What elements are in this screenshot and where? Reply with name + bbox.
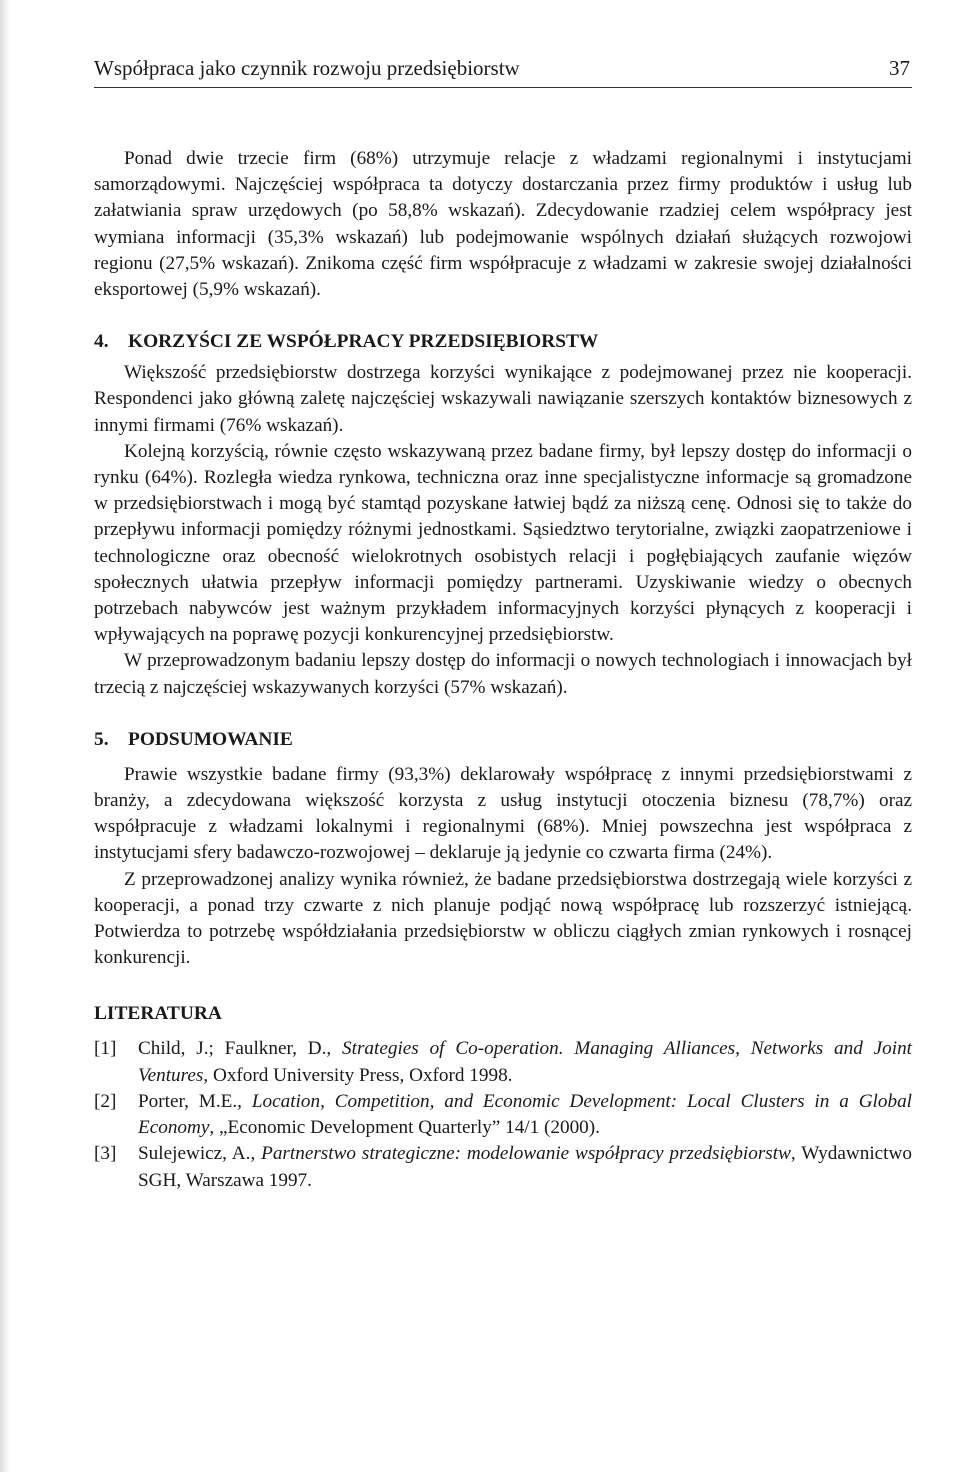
reference-number: [1]: [94, 1038, 117, 1060]
reference-text: [138, 1036, 912, 1088]
section-4-number: 4.: [94, 331, 109, 353]
reference-authors: Sulejewicz, A.,: [138, 1143, 262, 1165]
reference-title: Partnerstwo strategiczne: modelowanie współpracy przedsiębiorstw: [261, 1143, 791, 1165]
section-4-paragraph-1: Większość przedsiębiorstw dostrzega korzyści wynikające z podejmowanej przez nie kooperacji. Respondenci jako główną zaletę najczęściej wskazywali nawiązanie szerszych kontaktów biznesowych z innymi firmami (76% wskazań).: [94, 362, 912, 436]
section-4-paragraph-3: W przeprowadzonym badaniu lepszy dostęp do informacji o nowych technologiach i innowacjach był trzecią z najczęściej wskazywanych korzyści (57% wskazań).: [94, 650, 912, 698]
section-4-paragraph-2: Kolejną korzyścią, równie często wskazywaną przez badane firmy, był lepszy dostęp do informacji o rynku (64%). Rozległa wiedza rynkowa, techniczna oraz inne specjalistyczne informacje są gromadzone w przedsiębiorstwach i mogą być stamtąd pozyskane łatwiej bądź za niższą cenę. Odnosi się to także do przepływu informacji pomiędzy różnymi jednostkami. Sąsiedztwo terytorialne, związki zaopatrzeniowe i technologiczne oraz obecność wielokrotnych osobistych relacji i pogłębiających zaufanie więzów społecznych ułatwia przepływ informacji pomiędzy partnerami. Uzyskiwanie wiedzy o obecnych potrzebach nabywców jest ważnym przykładem informacyjnych korzyści płynących z kooperacji i wpływających na poprawę pozycji konkurencyjnej przedsiębiorstw.: [94, 440, 912, 646]
reference-authors: Child, J.; Faulkner, D.,: [138, 1038, 343, 1060]
section-5-title: PODSUMOWANIE: [128, 728, 293, 750]
reference-list: [94, 1036, 912, 1193]
reference-publisher: , Wydawnictwo SGH, Warszawa 1997.: [138, 1143, 912, 1191]
section-5-paragraph-1: Prawie wszystkie badane firmy (93,3%) deklarowały współpracę z innymi przedsiębiorstwami z branży, a zdecydowana większość korzysta z usług instytucji otoczenia biznesu (78,7%) oraz współpracuje z władzami lokalnymi i regionalnymi (68%). Mniej powszechna jest współpraca z instytucjami sfery badawczo-rozwojowej – deklaruje ją jedynie co czwarta firma (24%).: [94, 763, 912, 864]
section-5-heading: [94, 727, 912, 753]
section-5-number: 5.: [94, 728, 109, 750]
reference-publisher: , Oxford University Press, Oxford 1998.: [203, 1064, 513, 1086]
reference-item: [94, 1089, 912, 1141]
reference-item: [94, 1036, 912, 1088]
running-header: [94, 56, 912, 88]
reference-text: [138, 1141, 912, 1193]
reference-number: [2]: [94, 1090, 117, 1112]
literature-heading: LITERATURA: [94, 1003, 222, 1025]
reference-item: [94, 1141, 912, 1193]
reference-text: [138, 1089, 912, 1141]
page: [94, 56, 912, 1194]
reference-publisher: , „Economic Development Quarterly” 14/1 (2000).: [209, 1117, 600, 1139]
reference-authors: Porter, M.E.,: [138, 1090, 252, 1112]
section-5-paragraph-2: Z przeprowadzonej analizy wynika również, że badane przedsiębiorstwa dostrzegają wiele korzyści z kooperacji, a ponad trzy czwarte z nich planuje podjąć nową współpracę lub rozszerzyć istniejącą. Potwierdza to potrzebę współdziałania przedsiębiorstw w obliczu ciągłych zmian rynkowych i rosnącej konkurencji.: [94, 868, 912, 969]
intro-paragraph: Ponad dwie trzecie firm (68%) utrzymuje relacje z władzami regionalnymi i instytucjami samorządowymi. Najczęściej współpraca ta dotyczy dostarczania przez firmy produktów i usług lub załatwiania spraw urzędowych (po 58,8% wskazań). Zdecydowanie rzadziej celem współpracy jest wymiana informacji (35,3% wskazań) lub podejmowanie wspólnych działań służących rozwojowi regionu (27,5% wskazań). Znikoma część firm współpracuje z władzami w zakresie swojej działalności eksportowej (5,9% wskazań).: [94, 148, 912, 301]
reference-title: Strategies of Co-operation. Managing Alliances, Networks and Joint Ventures: [138, 1038, 912, 1086]
running-title: Współpraca jako czynnik rozwoju przedsiębiorstw: [94, 56, 520, 80]
section-4-title: KORZYŚCI ZE WSPÓŁPRACY PRZEDSIĘBIORSTW: [128, 331, 599, 353]
reference-number: [3]: [94, 1143, 117, 1165]
reference-title: Location, Competition, and Economic Development: Local Clusters in a Global Economy: [138, 1090, 913, 1139]
section-4-heading: [94, 329, 912, 355]
scan-edge-shading: [0, 0, 10, 1472]
page-number: 37: [889, 56, 910, 80]
